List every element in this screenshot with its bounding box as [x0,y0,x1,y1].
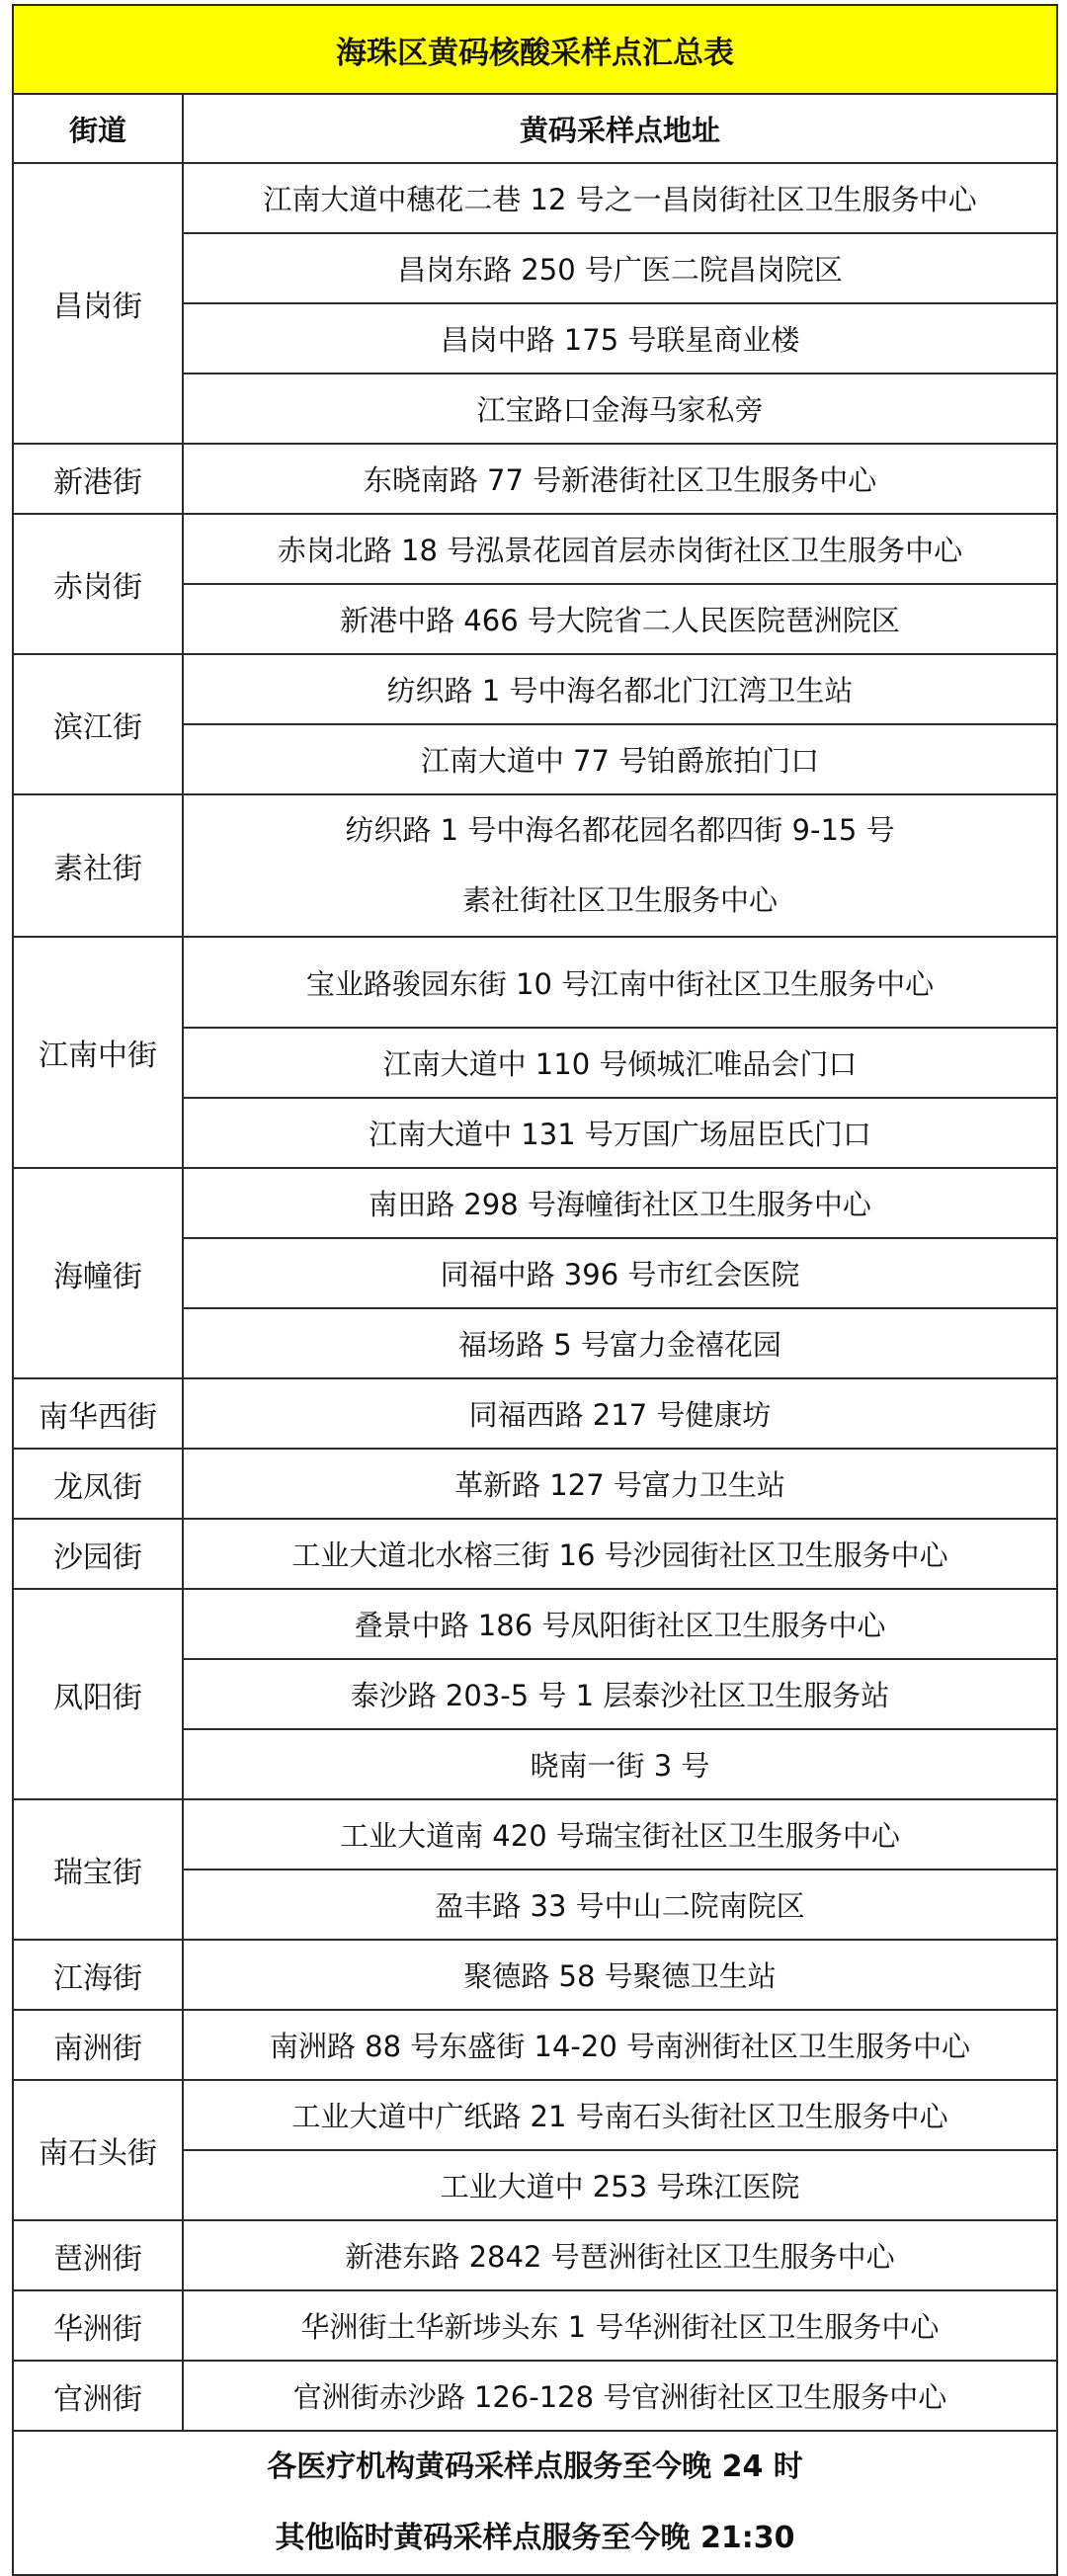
address-cell: 江南大道中 131 号万国广场屈臣氏门口 [183,1098,1057,1168]
address-cell: 纺织路 1 号中海名都北门江湾卫生站 [183,654,1057,724]
table-row [13,514,1057,584]
footer-line: 其他临时黄码采样点服务至今晚 21:30 [275,2521,795,2555]
footer-row [13,2431,1057,2575]
street-name: 江海街 [13,1940,183,2010]
address-cell: 福场路 5 号富力金禧花园 [183,1308,1057,1378]
address-cell: 工业大道北水榕三街 16 号沙园街社区卫生服务中心 [183,1519,1057,1589]
table-row [13,1799,1057,1870]
street-name: 江南中街 [13,937,183,1168]
table-row [13,163,1057,233]
table-row [13,2220,1057,2290]
address-cell: 江南大道中 110 号倾城汇唯品会门口 [183,1028,1057,1098]
address-cell: 叠景中路 186 号凤阳街社区卫生服务中心 [183,1589,1057,1659]
table-row [13,654,1057,724]
address-cell: 宝业路骏园东街 10 号江南中街社区卫生服务中心 [183,937,1057,1028]
street-name: 沙园街 [13,1519,183,1589]
address-cell: 江南大道中穗花二巷 12 号之一昌岗街社区卫生服务中心 [183,163,1057,233]
address-cell: 昌岗中路 175 号联星商业楼 [183,303,1057,374]
street-name: 海幢街 [13,1168,183,1378]
address-cell [183,794,1057,937]
header-row [13,94,1057,163]
table-row [13,1519,1057,1589]
address-cell: 昌岗东路 250 号广医二院昌岗院区 [183,233,1057,303]
street-name: 南石头街 [13,2080,183,2220]
table-row [13,937,1057,1028]
address-cell: 新港中路 466 号大院省二人民医院琶洲院区 [183,584,1057,654]
table-row [13,794,1057,937]
street-name: 华洲街 [13,2290,183,2361]
street-name: 琶洲街 [13,2220,183,2290]
address-cell: 泰沙路 203-5 号 1 层泰沙社区卫生服务站 [183,1659,1057,1729]
address-cell: 同福西路 217 号健康坊 [183,1378,1057,1449]
footer-line: 各医疗机构黄码采样点服务至今晚 24 时 [267,2450,803,2484]
table-row [13,1168,1057,1238]
table-row [13,444,1057,514]
address-cell: 江宝路口金海马家私旁 [183,374,1057,444]
address-cell: 盈丰路 33 号中山二院南院区 [183,1870,1057,1940]
street-name: 南华西街 [13,1378,183,1449]
street-name: 新港街 [13,444,183,514]
address-cell: 工业大道中广纸路 21 号南石头街社区卫生服务中心 [183,2080,1057,2150]
table-row [13,1378,1057,1449]
street-name: 滨江街 [13,654,183,794]
street-name: 凤阳街 [13,1589,183,1799]
table-row [13,2290,1057,2361]
table-title: 海珠区黄码核酸采样点汇总表 [13,5,1057,94]
address-cell: 官洲街赤沙路 126-128 号官洲街社区卫生服务中心 [183,2361,1057,2431]
street-name: 南洲街 [13,2010,183,2080]
street-name: 瑞宝街 [13,1799,183,1940]
address-line: 素社街社区卫生服务中心 [461,883,778,917]
table-row [13,1589,1057,1659]
table-row [13,1449,1057,1519]
street-name: 昌岗街 [13,163,183,444]
title-row [13,5,1057,94]
address-cell: 新港东路 2842 号琶洲街社区卫生服务中心 [183,2220,1057,2290]
header-street: 街道 [13,94,183,163]
address-cell: 同福中路 396 号市红会医院 [183,1238,1057,1308]
address-cell: 赤岗北路 18 号泓景花园首层赤岗街社区卫生服务中心 [183,514,1057,584]
address-cell: 工业大道中 253 号珠江医院 [183,2150,1057,2220]
header-address: 黄码采样点地址 [183,94,1057,163]
address-line: 纺织路 1 号中海名都花园名都四街 9-15 号 [345,813,895,847]
address-cell: 聚德路 58 号聚德卫生站 [183,1940,1057,2010]
table-row [13,2010,1057,2080]
street-name: 赤岗街 [13,514,183,654]
address-cell: 江南大道中 77 号铂爵旅拍门口 [183,724,1057,794]
table-row [13,2080,1057,2150]
address-cell: 晓南一街 3 号 [183,1729,1057,1799]
address-cell: 工业大道南 420 号瑞宝街社区卫生服务中心 [183,1799,1057,1870]
street-name: 官洲街 [13,2361,183,2431]
street-name: 素社街 [13,794,183,937]
street-name: 龙凤街 [13,1449,183,1519]
address-cell: 南洲路 88 号东盛街 14-20 号南洲街社区卫生服务中心 [183,2010,1057,2080]
table-row [13,2361,1057,2431]
table-row [13,1940,1057,2010]
address-cell: 革新路 127 号富力卫生站 [183,1449,1057,1519]
sampling-sites-table [12,4,1058,2576]
footer-note [13,2431,1057,2575]
address-cell: 东晓南路 77 号新港街社区卫生服务中心 [183,444,1057,514]
address-cell: 华洲街土华新埗头东 1 号华洲街社区卫生服务中心 [183,2290,1057,2361]
address-cell: 南田路 298 号海幢街社区卫生服务中心 [183,1168,1057,1238]
